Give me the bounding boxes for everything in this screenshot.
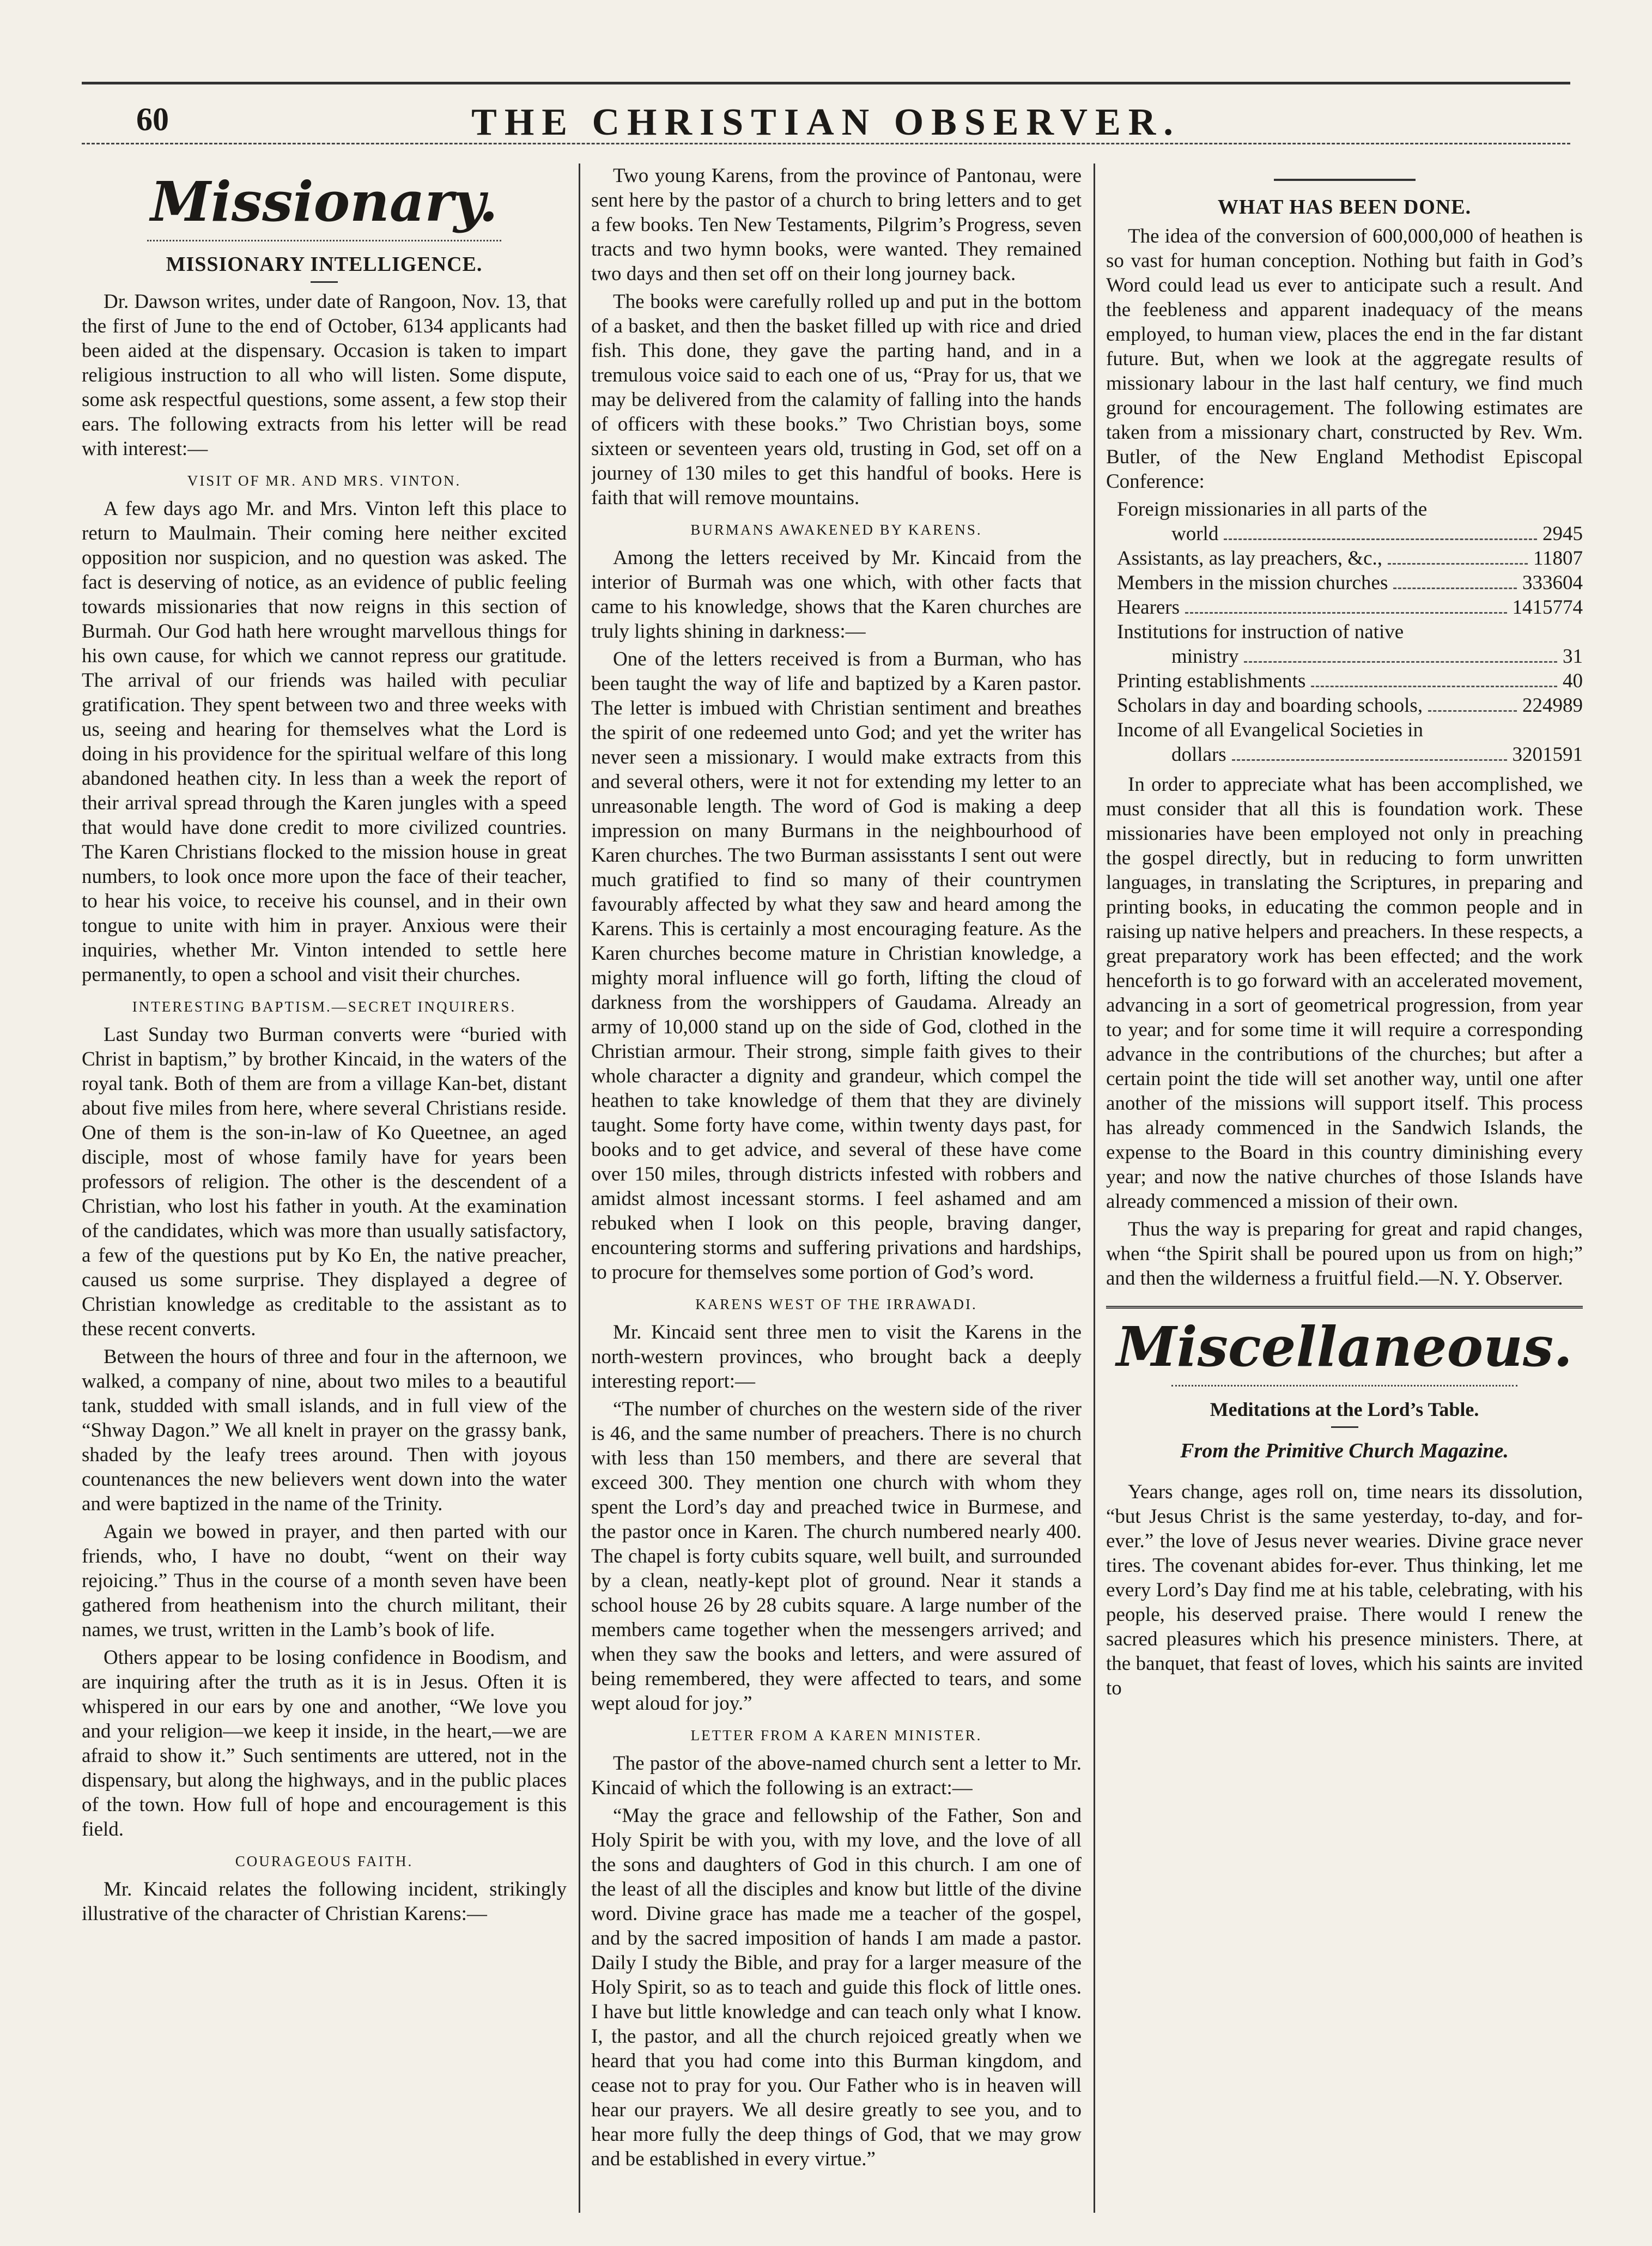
section-heading-miscellaneous: Miscellaneous.	[1116, 1315, 1573, 1379]
subheading: INTERESTING BAPTISM.—SECRET INQUIRERS.	[132, 998, 517, 1015]
stat-row	[1117, 693, 1583, 718]
stat-label: Assistants, as lay preachers, &c.,	[1117, 547, 1383, 570]
section-rule-double	[1106, 1306, 1583, 1309]
stat-row	[1117, 522, 1583, 546]
column-divider-1	[579, 164, 580, 2213]
subheading: VISIT OF MR. AND MRS. VINTON.	[187, 473, 461, 489]
stat-value: 31	[1563, 645, 1583, 668]
subheading: COURAGEOUS FAITH.	[235, 1853, 414, 1869]
section-rule	[1274, 179, 1416, 181]
stat-row	[1117, 669, 1583, 693]
header-rule-top	[82, 82, 1570, 84]
article-title: WHAT HAS BEEN DONE.	[1217, 196, 1472, 219]
leader-dots	[1232, 759, 1507, 761]
short-rule	[1331, 1426, 1358, 1428]
paragraph: Mr. Kincaid sent three men to visit the Karens in the north-western provinces, who brought back a deeply interesting report:—	[591, 1321, 1082, 1393]
leader-dots	[1311, 686, 1557, 687]
paragraph: A few days ago Mr. and Mrs. Vinton left this place to return to Maulmain. Their coming here neither excited opposition nor suspicion, and no question was asked. The fact is deserving of notice, as an evidence of public feeling towards missionaries that now reigns in this section of Burmah. Our God hath here wrought marvellous things for his own cause, for which we cannot repress our gratitude. The arrival of our friends was hailed with peculiar gratification. They spent between two and three weeks with us, seeing and hearing for themselves what the Lord is doing in his providence for the spiritual welfare of this long abandoned heathen city. In less than a week the report of their arrival spread through the Karen jungles with a speed that would have done credit to more civilized countries. The Karen Christians flocked to the mission house in great numbers, to look once more upon the face of their teacher, to hear his voice, to receive his counsel, and in their own tongue to unite with him in prayer. Anxious were their inquiries, whether Mr. Vinton intended to settle here permanently, to open a school and visit their churches.	[82, 498, 567, 986]
stat-label: Hearers	[1117, 596, 1180, 619]
stat-value: 2945	[1542, 523, 1583, 545]
leader-dots	[1185, 612, 1507, 614]
stat-row	[1117, 718, 1583, 742]
paragraph: The idea of the conversion of 600,000,000 of heathen is so vast for human conception. Nothing but faith in God’s Word could lead us ever to anticipate such a result. And the feebleness and apparent inadequacy of the means employed, to human view, places the end in the far distant future. But, when we look at the aggregate results of missionary labour in the last half century, we find much ground for encouragement. The following estimates are taken from a missionary chart, constructed by Rev. Wm. Butler, of the New England Methodist Episcopal Conference:	[1106, 225, 1583, 493]
paragraph: Between the hours of three and four in the afternoon, we walked, a company of nine, about two miles to a beautiful tank, studded with small islands, and in full view of the “Shway Dagon.” We all knelt in prayer on the grassy bank, shaded by the leafy trees around. Then with joyous countenances the new believers went down into the water and were baptized in the name of the Trinity.	[82, 1346, 567, 1515]
leader-dots	[1428, 710, 1517, 712]
stat-label: Foreign missionaries in all parts of the	[1117, 498, 1428, 520]
paragraph: Again we bowed in prayer, and then parted with our friends, who, I have no doubt, “went on their way rejoicing.” Thus in the course of a month seven have been gathered from heathenism into the church militant, their names, we trust, written in the Lamb’s book of life.	[82, 1521, 567, 1641]
paragraph: Two young Karens, from the province of Pantonau, were sent here by the pastor of a church to bring letters and to get a few books. Ten New Testaments, Pilgrim’s Progress, seven tracts and two hymn books, were wanted. They remained two days and then set off on their long journey back.	[591, 165, 1082, 285]
subheading: BURMANS AWAKENED BY KARENS.	[690, 522, 982, 538]
paragraph: “The number of churches on the western side of the river is 46, and the same number of preachers. There is no church with less than 150 members, and there are several that exceed 300. They mention one church with whom they spent the Lord’s day and preached twice in Burmese, and the pastor once in Karen. The church numbered nearly 400. The chapel is forty cubits square, well built, and surrounded by a clean, neatly-kept plot of ground. Near it stands a school house 26 by 28 cubits square. A large number of the members came together when the messengers arrived; and when they saw the books and letters, and were assured of being remembered, they were affected to tears, and some wept aloud for joy.”	[591, 1398, 1082, 1715]
column-2	[591, 164, 1082, 2224]
paragraph: Dr. Dawson writes, under date of Rangoon, Nov. 13, that the first of June to the end of October, 6134 applicants had been aided at the dispensary. Occasion is taken to impart religious instruction to all who will listen. Some dispute, some ask respectful questions, some assent, a few stop their ears. The following extracts from his letter will be read with interest:—	[82, 290, 567, 460]
stat-label: Members in the mission churches	[1117, 572, 1388, 594]
paragraph: Mr. Kincaid relates the following incident, strikingly illustrative of the character of Christian Karens:—	[82, 1878, 567, 1925]
column-divider-2	[1094, 164, 1095, 2213]
paragraph: Last Sunday two Burman converts were “buried with Christ in baptism,” by brother Kincaid, in the waters of the royal tank. Both of them are from a village Kan-bet, distant about five miles from here, where several Christians reside. One of them is the son-in-law of Ko Queetnee, an aged disciple, most of whose family have for years been professors of religion. The other is the descendent of a Christian, who lost his father in youth. At the examination of the candidates, which was more than usually satisfactory, a few of the questions put by Ko En, the native preacher, caused us some surprise. They displayed a degree of Christian knowledge as creditable to the assistant as to these recent converts.	[82, 1024, 567, 1340]
stat-label: world	[1171, 523, 1219, 545]
leader-dots	[1393, 588, 1517, 589]
stat-row	[1117, 620, 1583, 644]
paragraph: “May the grace and fellowship of the Father, Son and Holy Spirit be with you, with my love, and the love of all the sons and daughters of God in this church. I am one of the least of all the disciples and know but little of the divine word. Divine grace has made me a teacher of the gospel, and by the sacred imposition of hands I am made a pastor. Daily I study the Bible, and pray for a larger measure of the Holy Spirit, so as to teach and guide this flock of little ones. I have but little knowledge and can teach only what I know. I, the pastor, and all the church rejoiced greatly when we heard that you had come into this Burman kingdom, and cease not to pray for you. Our Father who is in heaven will hear our prayers. We all desire greatly to see you, and to hear more fully the deep things of God, that we may grow and be established in every virtue.”	[591, 1805, 1082, 2170]
short-rule	[311, 281, 338, 283]
stat-label: Printing establishments	[1117, 670, 1306, 692]
article-title: Meditations at the Lord’s Table.	[1210, 1399, 1479, 1420]
stat-row	[1117, 595, 1583, 620]
paragraph: Others appear to be losing confidence in Boodism, and are inquiring after the truth as it is in Jesus. Often it is whispered in our ears by one and another, “We love you and your religion—we keep it inside, in the heart,—we are afraid to show it.” Such sentiments are uttered, not in the dispensary, but along the highways, and in the public places of the town. How full of hope and encouragement is this field.	[82, 1646, 567, 1841]
ornament-rule	[147, 240, 501, 241]
stat-value: 40	[1563, 670, 1583, 692]
stat-label: dollars	[1171, 743, 1226, 766]
paragraph: One of the letters received is from a Burman, who has been taught the way of life and baptized by a Karen pastor. The letter is imbued with Christian sentiment and breathes the spirit of one redeemed unto God; and yet the writer has never seen a missionary. I would make extracts from this and several others, were it not for extending my letter to an unreasonable length. The word of God is making a deep impression on many Burmans in the neighbourhood of Karen churches. The two Burman assisstants I sent out were much gratified to find so many of their countrymen favourably affected by what they saw and heard among the Karens. This is certainly a most encouraging feature. As the Karen churches become mature in Christian knowledge, a mighty moral influence will go forth, lifting the cloud of darkness from the worshippers of Gaudama. Already an army of 10,000 stand up on the side of God, clothed in the Christian armour. Their strong, simple faith gives to their whole character a dignity and grandeur, which compel the heathen to take knowledge of them that they are divinely taught. Some forty have come, within twenty days past, for books and to get advice, and several of these have come over 150 miles, through districts infested with robbers and amidst almost incessant storms. I feel ashamed and am rebuked when I look on this people, braving danger, encountering storms and suffering privations and hardships, to procure for themselves some portion of God’s word.	[591, 648, 1082, 1284]
stat-label: Scholars in day and boarding schools,	[1117, 694, 1423, 717]
ornament-rule	[1171, 1385, 1517, 1387]
leader-dots	[1224, 538, 1537, 540]
section-heading-missionary: Missionary.	[150, 169, 498, 234]
article-source: From the Primitive Church Magazine.	[1180, 1439, 1509, 1462]
stat-row	[1117, 742, 1583, 767]
statistics-table	[1117, 497, 1583, 767]
stat-value: 333604	[1522, 572, 1583, 594]
subheading: LETTER FROM A KAREN MINISTER.	[690, 1727, 982, 1743]
article-title: MISSIONARY INTELLIGENCE.	[166, 253, 483, 276]
column-3	[1106, 164, 1583, 2224]
leader-dots	[1244, 661, 1557, 663]
stat-row	[1117, 644, 1583, 669]
subheading: KARENS WEST OF THE IRRAWADI.	[695, 1296, 977, 1312]
paragraph: Among the letters received by Mr. Kincaid from the interior of Burmah was one which, with other facts that came to his knowledge, shows that the Karen churches are truly lights shining in darkness:—	[591, 547, 1082, 643]
leader-dots	[1388, 563, 1528, 565]
page-number: 60	[136, 101, 169, 137]
paragraph: The pastor of the above-named church sent a letter to Mr. Kincaid of which the following is an extract:—	[591, 1752, 1082, 1799]
column-1	[82, 164, 567, 2224]
stat-label: ministry	[1171, 645, 1239, 668]
stat-label: Income of all Evangelical Societies in	[1117, 719, 1423, 741]
paragraph: Thus the way is preparing for great and rapid changes, when “the Spirit shall be poured upon us from on high;” and then the wilderness a fruitful field.—N. Y. Observer.	[1106, 1218, 1583, 1290]
stat-value: 1415774	[1512, 596, 1583, 619]
stat-label: Institutions for instruction of native	[1117, 621, 1404, 643]
stat-row	[1117, 571, 1583, 595]
masthead-title: THE CHRISTIAN OBSERVER.	[471, 101, 1181, 143]
stat-row	[1117, 546, 1583, 571]
paragraph: Years change, ages roll on, time nears its dissolution, “but Jesus Christ is the same yesterday, to-day, and for-ever.” the love of Jesus never wearies. Divine grace never tires. The covenant abides for-ever. Thus thinking, let me every Lord’s Day find me at his table, celebrating, with his people, his deserved praise. There would I renew the sacred pleasures which his presence ministers. There, at the banquet, that feast of loves, which his saints are invited to	[1106, 1481, 1583, 1699]
paragraph: The books were carefully rolled up and put in the bottom of a basket, and then the basket filled up with rice and dried fish. This done, they gave the parting hand, and in a tremulous voice said to each one of us, “Pray for us, that we may be delivered from the calamity of falling into the hands of officers with these books.” Two Christian boys, some sixteen or seventeen years old, trusting in God, set off on a journey of 130 miles to get this handful of books. Here is faith that will remove mountains.	[591, 290, 1082, 509]
stat-value: 3201591	[1512, 743, 1583, 766]
header-rule-bottom	[82, 143, 1570, 144]
paragraph: In order to appreciate what has been accomplished, we must consider that all this is foundation work. These missionaries have been employed not only in preaching the gospel directly, but in reducing to form unwritten languages, in translating the Scriptures, in preparing and printing books, in educating the common people and in raising up native helpers and preachers. In these respects, a great preparatory work has been effected; and the work henceforth is to go forward with an accelerated movement, advancing in a sort of geometrical progression, from year to year; and for some time it will require a corresponding advance in the contributions of the churches; but after a certain point the tide will set another way, until one after another of the missions will support itself. This process has already commenced in the Sandwich Islands, the expense to the Board in this country diminishing every year; and now the native churches of those Islands have already commenced a mission of their own.	[1106, 773, 1583, 1213]
stat-value: 224989	[1522, 694, 1583, 717]
stat-value: 11807	[1533, 547, 1583, 570]
stat-row	[1117, 497, 1583, 522]
